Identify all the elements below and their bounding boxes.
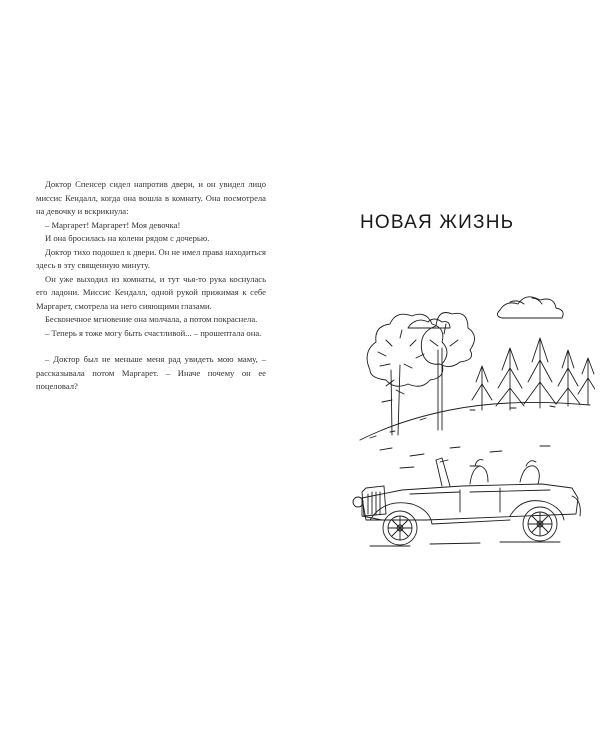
paragraph-5: Он уже выходил из комнаты, и тут чья-то рука коснулась его ладони. Миссис Кендалл, одной рукой прижимая к себе Маргарет, смотрела на него сияющими глазами.: [36, 273, 266, 311]
paragraph-1: Доктор Спенсер сидел напротив двери, и он увидел лицо миссис Кендалл, когда она вошла в комнату. Она посмотрела на девочку и вскрикнула:: [36, 179, 266, 216]
paragraph-7: – Теперь я тоже могу быть счастливой... – прошептала она.: [45, 327, 262, 338]
paragraph-6: Бесконечное мгновение она молчала, а потом покраснела.: [45, 314, 258, 324]
right-page: [300, 0, 600, 750]
paragraph-3: И она бросилась на колени рядом с дочерью.: [45, 233, 210, 243]
car-illustration: [350, 270, 595, 555]
chapter-title: НОВАЯ ЖИЗНЬ: [360, 212, 515, 233]
body-text: [36, 178, 266, 394]
paragraph-4: Доктор тихо подошел к двери. Он не имел права находиться здесь в эту священную минуту.: [36, 246, 266, 270]
paragraph-8: – Доктор был не меньше меня рад увидеть мою маму, – рассказывала потом Маргарет. – Иначе почему он ее поцеловал?: [36, 354, 266, 391]
paragraph-2: – Маргарет! Маргарет! Моя девочка!: [45, 219, 181, 230]
